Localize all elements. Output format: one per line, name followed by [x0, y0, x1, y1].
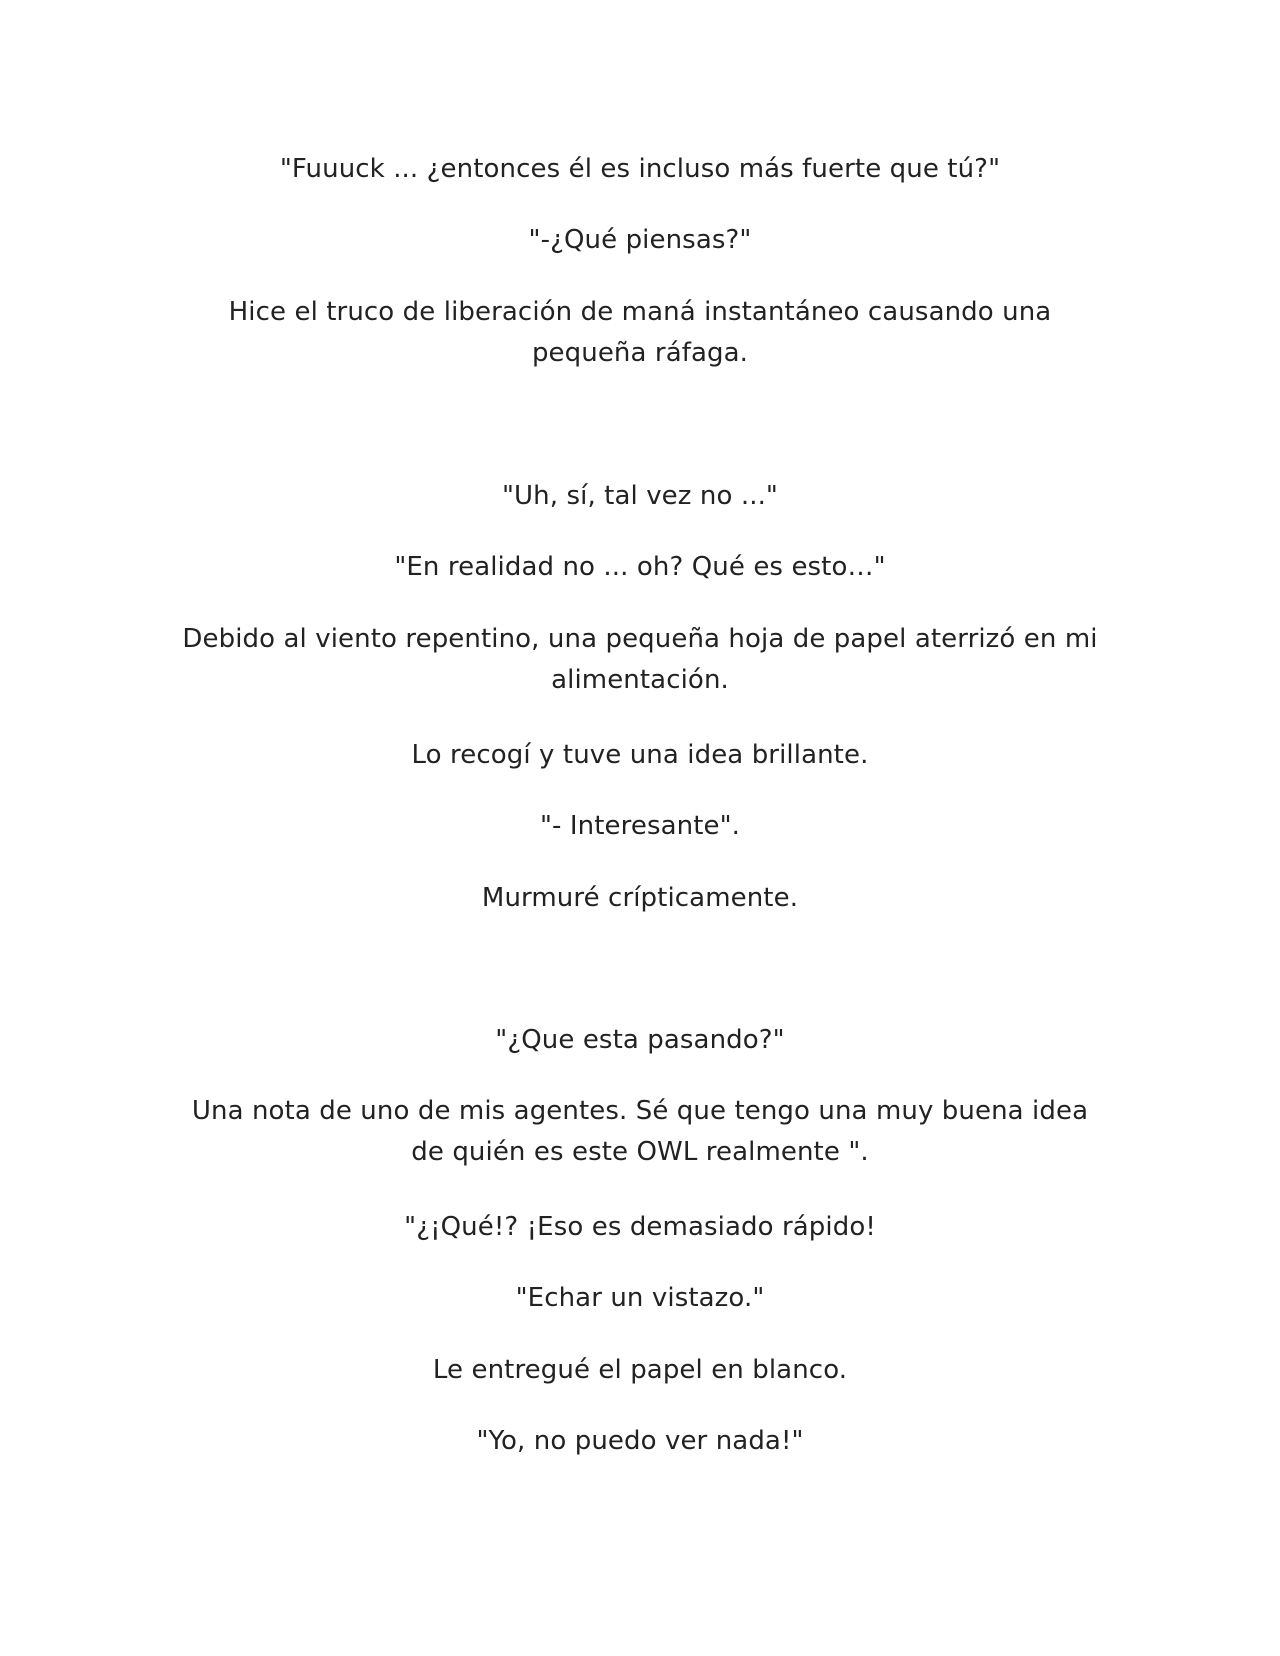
paragraph: "Uh, sí, tal vez no ..."	[501, 481, 778, 511]
paragraph: "-¿Qué piensas?"	[528, 225, 752, 255]
paragraph: "En realidad no ... oh? Qué es esto…"	[394, 552, 886, 582]
paragraph: Lo recogí y tuve una idea brillante.	[411, 740, 869, 770]
paragraph: Murmuré crípticamente.	[481, 883, 799, 913]
paragraph: "- Interesante".	[539, 811, 741, 841]
paragraph: "¿¡Qué!? ¡Eso es demasiado rápido!	[404, 1212, 876, 1242]
paragraph: Le entregué el papel en blanco.	[432, 1355, 848, 1385]
paragraph: "Yo, no puedo ver nada!"	[476, 1426, 804, 1456]
paragraph: Una nota de uno de mis agentes. Sé que tengo una muy buena idea de quién es este OWL realmente ".	[191, 1096, 1089, 1167]
paragraph: Hice el truco de liberación de maná instantáneo causando una pequeña ráfaga.	[228, 297, 1052, 368]
paragraph: Debido al viento repentino, una pequeña hoja de papel aterrizó en mi alimentación.	[182, 624, 1098, 695]
paragraph: "¿Que esta pasando?"	[495, 1025, 785, 1055]
paragraph: "Echar un vistazo."	[515, 1283, 765, 1313]
paragraph: "Fuuuck ... ¿entonces él es incluso más fuerte que tú?"	[279, 154, 1001, 184]
